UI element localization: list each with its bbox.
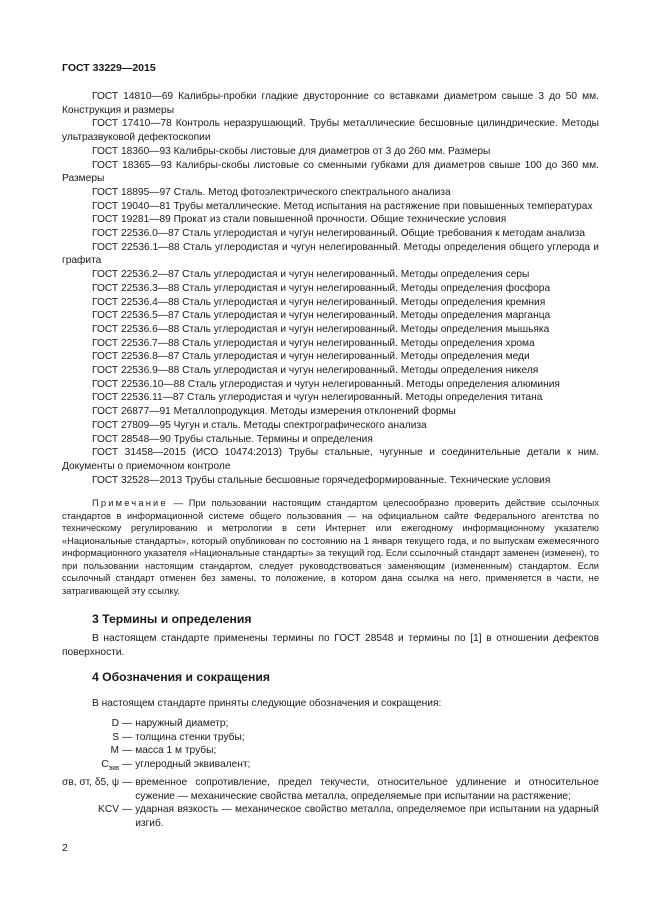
- references-list: [62, 90, 599, 487]
- abbreviation-row: KCV — ударная вязкость — механическое свойство металла, определяемое при испытании на ударный изгиб.: [62, 803, 599, 830]
- section-4-text: В настоящем стандарте приняты следующие обозначения и сокращения:: [92, 698, 442, 709]
- reference-item: ГОСТ 32528—2013 Трубы стальные бесшовные горячедеформированные. Технические условия: [92, 474, 551, 486]
- abbreviation-definition: углеродный эквивалент;: [135, 759, 251, 771]
- reference-item: ГОСТ 18895—97 Сталь. Метод фотоэлектрического спектрального анализа: [92, 186, 451, 198]
- page-number: 2: [62, 842, 68, 854]
- note-paragraph: [62, 497, 599, 597]
- abbreviation-row: S — толщина стенки трубы;: [62, 731, 599, 745]
- reference-item: ГОСТ 22536.2—87 Сталь углеродистая и чугун нелегированный. Методы определения серы: [92, 269, 530, 281]
- reference-item: ГОСТ 19040—81 Трубы металлические. Метод испытания на растяжение при повышенных температурах: [92, 200, 593, 212]
- abbreviations-list: [62, 717, 599, 831]
- section-3-text: В настоящем стандарте применены термины по ГОСТ 28548 и термины по [1] в отношении дефектов поверхности.: [62, 633, 599, 658]
- reference-item: ГОСТ 22536.10—88 Сталь углеродистая и чугун нелегированный. Методы определения алюминия: [92, 378, 560, 390]
- note-label: Примечание: [92, 498, 168, 508]
- reference-item: ГОСТ 22536.7—88 Сталь углеродистая и чугун нелегированный. Методы определения хрома: [92, 337, 535, 349]
- reference-item: ГОСТ 31458—2015 (ИСО 10474:2013) Трубы стальные, чугунные и соединительные детали к ним. Документы о приемочном контроле: [62, 447, 599, 472]
- abbreviation-row: σв, σт, δ5, ψ — временное сопротивление, предел текучести, относительное удлинение и относительное сужение — механические свойства металла, определяемые при испытании на растяжение;: [62, 776, 599, 802]
- abbreviation-definition: масса 1 м трубы;: [135, 745, 217, 757]
- reference-item: ГОСТ 28548—90 Трубы стальные. Термины и определения: [92, 433, 373, 445]
- reference-item: ГОСТ 18360—93 Калибры-скобы листовые для диаметров от 3 до 260 мм. Размеры: [92, 145, 491, 157]
- reference-item: ГОСТ 18365—93 Калибры-скобы листовые со сменными губками для диаметров свыше 100 до 360 мм. Размеры: [62, 159, 599, 185]
- abbreviation-definition: толщина стенки трубы;: [135, 731, 245, 743]
- reference-item: ГОСТ 14810—69 Калибры-пробки гладкие двусторонние со вставками диаметром свыше 3 до 50 мм. Конструкция и размеры: [62, 91, 599, 116]
- abbreviation-symbol: σв, σт, δ5, ψ: [62, 776, 120, 788]
- abbreviation-symbol: $C_{экв}$: [101, 759, 119, 773]
- reference-item: ГОСТ 22536.3—88 Сталь углеродистая и чугун нелегированный. Методы определения фосфора: [92, 282, 551, 294]
- reference-item: ГОСТ 22536.9—88 Сталь углеродистая и чугун нелегированный. Методы определения никеля: [92, 365, 539, 377]
- abbreviation-symbol: D: [111, 718, 119, 729]
- reference-item: ГОСТ 22536.6—88 Сталь углеродистая и чугун нелегированный. Методы определения мышьяка: [92, 323, 550, 335]
- reference-item: ГОСТ 19281—89 Прокат из стали повышенной прочности. Общие технические условия: [92, 214, 507, 226]
- reference-item: ГОСТ 22536.1—88 Сталь углеродистая и чугун нелегированный. Методы определения общего углерода и графита: [62, 241, 599, 267]
- reference-item: ГОСТ 22536.11—87 Сталь углеродистая и чугун нелегированный. Методы определения титана: [92, 392, 543, 404]
- abbreviation-symbol: M: [110, 745, 119, 757]
- reference-item: ГОСТ 26877—91 Металлопродукция. Методы измерения отклонений формы: [92, 406, 456, 418]
- abbreviation-definition: наружный диаметр;: [135, 718, 229, 729]
- page-header: ГОСТ 33229—2015: [62, 62, 156, 74]
- reference-item: ГОСТ 27809—95 Чугун и сталь. Методы спектрографического анализа: [92, 419, 427, 431]
- reference-item: ГОСТ 22536.8—87 Сталь углеродистая и чугун нелегированный. Методы определения меди: [92, 351, 530, 363]
- abbreviation-row: $C_{экв}$ — углеродный эквивалент;: [62, 758, 599, 776]
- reference-item: ГОСТ 22536.0—87 Сталь углеродистая и чугун нелегированный. Общие требования к методам анализа: [92, 228, 586, 240]
- section-3-title: 3 Термины и определения: [92, 612, 252, 626]
- abbreviation-row: M — масса 1 м трубы;: [62, 744, 599, 758]
- reference-item: ГОСТ 17410—78 Контроль неразрушающий. Трубы металлические бесшовные цилиндрические. Методы ультразвуковой дефектоскопии: [62, 118, 599, 144]
- section-4-title: 4 Обозначения и сокращения: [92, 670, 271, 684]
- reference-item: ГОСТ 22536.5—87 Сталь углеродистая и чугун нелегированный. Методы определения марганца: [92, 310, 551, 322]
- abbreviation-definition: временное сопротивление, предел текучести, относительное удлинение и относительное сужение — механические свойства металла, определяемые при испытании на растяжение;: [135, 776, 599, 802]
- abbreviation-definition: ударная вязкость — механическое свойство металла, определяемое при испытании на ударный изгиб.: [135, 804, 599, 829]
- note-text: — При пользовании настоящим стандартом целесообразно проверить действие ссылочных стандартов в информационной системе общего пользования — на официальном сайте Федерального агентства по техническому регулированию и метрологии в сети Интернет или ежегодному информационному указателю «Национальные стандарты», который опубликован по состоянию на 1 января текущего года, и по выпускам ежемесячного информационного указателя «Национальные стандарты» за текущий год. Если ссылочный стандарт заменен (изменен), то при пользовании настоящим стандартом, следует руководствоваться заменяющим (измененным) стандартом. Если ссылочный стандарт отменен без замены, то положение, в котором дана ссылка на него, применяется в части, не затрагивающей эту ссылку.: [62, 498, 599, 596]
- abbreviation-subscript: экв: [108, 765, 119, 773]
- abbreviation-row: D — наружный диаметр;: [62, 717, 599, 731]
- abbreviation-symbol: KCV: [98, 804, 119, 816]
- reference-item: ГОСТ 22536.4—88 Сталь углеродистая и чугун нелегированный. Методы определения кремния: [92, 296, 546, 308]
- abbreviation-symbol: S: [112, 731, 119, 743]
